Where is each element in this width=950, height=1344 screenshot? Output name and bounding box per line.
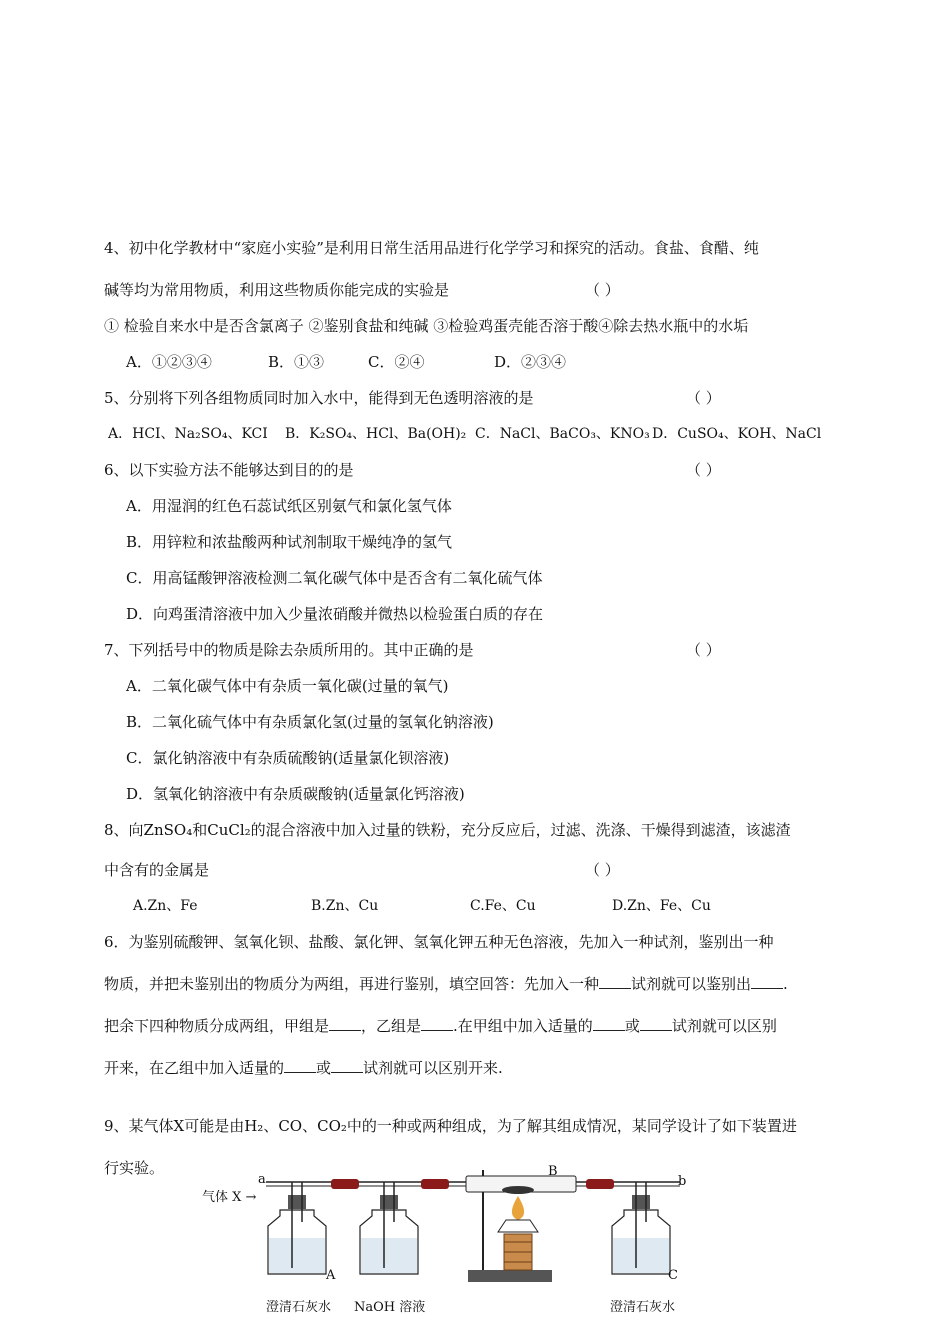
q4-option-b: B．①③ [268, 353, 325, 371]
q4-line2: 碱等均为常用物质，利用这些物质你能完成的实验是 [104, 281, 450, 299]
bottle-c-caption: 澄清石灰水 [610, 1300, 676, 1315]
q7-option-a: A．二氧化碳气体中有杂质一氧化碳(过量的氧气) [126, 677, 449, 695]
q9-line2: 行实验。 [104, 1159, 165, 1177]
bottle-a-caption: 澄清石灰水 [266, 1300, 332, 1315]
q6-answer-paren: （ ） [686, 461, 721, 479]
port-b-label: b [678, 1174, 687, 1189]
q6b-line4-text-b: 或 [316, 1059, 332, 1077]
q4-option-a: A．①②③④ [126, 353, 212, 371]
tube-b-label: B [548, 1164, 558, 1179]
q5-answer-paren: （ ） [686, 389, 721, 407]
q6b-line2-text-b: 试剂就可以鉴别出 [631, 975, 752, 993]
rubber-connector [421, 1179, 449, 1189]
q8-line2: 中含有的金属是 [104, 861, 210, 879]
gas-x-label: 气体 X → [202, 1190, 257, 1205]
q4-items: ① 检验自来水中是否含氯离子 ②鉴别食盐和纯碱 ③检验鸡蛋壳能否溶于酸④除去热水瓶中的水垢 [104, 317, 749, 335]
q6b-line4-text-a: 开来，在乙组中加入适量的 [104, 1059, 285, 1077]
fill-blank[interactable] [331, 1058, 363, 1073]
q8-option-b: B.Zn、Cu [311, 898, 379, 914]
q6b-line3-text-d: 或 [624, 1017, 640, 1035]
q9-line1: 9、某气体X可能是由H₂、CO、CO₂中的一种或两种组成，为了解其组成情况，某同学设计了如下装置进 [104, 1117, 797, 1135]
bottle-naoh-caption: NaOH 溶液 [354, 1300, 426, 1315]
q6b-line3-text-c: .在甲组中加入适量的 [453, 1017, 593, 1035]
q4-line1: 4、初中化学教材中“家庭小实验”是利用日常生活用品进行化学学习和探究的活动。食盐、食醋、纯 [104, 239, 759, 257]
fill-blank[interactable] [751, 974, 783, 989]
q4-option-c: C．②④ [368, 353, 425, 371]
q4-option-d: D．②③④ [494, 353, 567, 371]
port-a-label: a [258, 1172, 266, 1187]
fill-blank[interactable] [284, 1058, 316, 1073]
q6-option-d: D．向鸡蛋清溶液中加入少量浓硝酸并微热以检验蛋白质的存在 [126, 605, 544, 623]
fill-blank[interactable] [640, 1016, 672, 1031]
q7-option-b: B．二氧化硫气体中有杂质氯化氢(过量的氢氧化钠溶液) [126, 713, 494, 731]
q6b-line3-text-b: ，乙组是 [361, 1017, 422, 1035]
q7-option-d: D．氢氧化钠溶液中有杂质碳酸钠(适量氯化钙溶液) [126, 785, 465, 803]
bottle-naoh [360, 1182, 418, 1274]
q7-stem: 7、下列括号中的物质是除去杂质所用的。其中正确的是 [104, 641, 474, 659]
q7-option-c: C．氯化钠溶液中有杂质硫酸钠(适量氯化钡溶液) [126, 749, 450, 767]
q6b-line4 [104, 1058, 503, 1078]
q6-stem: 6、以下实验方法不能够达到目的的是 [104, 461, 354, 479]
rubber-connector [331, 1179, 359, 1189]
fill-blank[interactable] [593, 1016, 625, 1031]
fill-blank[interactable] [599, 974, 631, 989]
q5-stem: 5、分别将下列各组物质同时加入水中，能得到无色透明溶液的是 [104, 389, 534, 407]
q6b-line4-text-c: 试剂就可以区别开来. [363, 1059, 503, 1077]
q5-option-c: C．NaCl、BaCO₃、KNO₃ [475, 426, 650, 442]
q8-option-d: D.Zn、Fe、Cu [612, 898, 711, 914]
combustion-tube-b [466, 1176, 576, 1194]
q7-answer-paren: （ ） [686, 641, 721, 659]
bottle-c [612, 1182, 670, 1274]
bottle-a-label: A [326, 1268, 336, 1283]
q6b-line3 [104, 1016, 777, 1036]
q8-answer-paren: （ ） [585, 861, 620, 879]
alcohol-lamp [498, 1196, 538, 1270]
apparatus-diagram [196, 1160, 696, 1340]
bottle-a [268, 1182, 326, 1274]
q6-option-c: C．用高锰酸钾溶液检测二氧化碳气体中是否含有二氧化硫气体 [126, 569, 543, 587]
q6b-line1: 6．为鉴别硫酸钾、氢氧化钡、盐酸、氯化钾、氢氧化钾五种无色溶液，先加入一种试剂，鉴别出一种 [104, 933, 774, 951]
q5-option-d: D．CuSO₄、KOH、NaCl [652, 426, 822, 442]
fill-blank[interactable] [421, 1016, 453, 1031]
q4-answer-paren: （ ） [585, 281, 620, 299]
q6-option-a: A．用湿润的红色石蕊试纸区别氨气和氯化氢气体 [126, 497, 452, 515]
q8-line1: 8、向ZnSO₄和CuCl₂的混合溶液中加入过量的铁粉，充分反应后，过滤、洗涤、干燥得到滤渣，该滤渣 [104, 821, 791, 839]
q6b-line2-text-c: . [783, 975, 788, 993]
q6-option-b: B．用锌粒和浓盐酸两种试剂制取干燥纯净的氢气 [126, 533, 453, 551]
q5-option-a: A．HCI、Na₂SO₄、KCI [108, 426, 268, 442]
rubber-connector [586, 1179, 614, 1189]
q6b-line2-text-a: 物质，并把未鉴别出的物质分为两组，再进行鉴别，填空回答：先加入一种 [104, 975, 600, 993]
q5-option-b: B．K₂SO₄、HCl、Ba(OH)₂ [285, 426, 467, 442]
q6b-line3-text-a: 把余下四种物质分成两组，甲组是 [104, 1017, 330, 1035]
fill-blank[interactable] [329, 1016, 361, 1031]
q6b-line3-text-e: 试剂就可以区别 [671, 1017, 777, 1035]
q6b-line2 [104, 974, 788, 994]
q8-option-c: C.Fe、Cu [470, 898, 536, 914]
q8-option-a: A.Zn、Fe [133, 898, 198, 914]
bottle-c-label: C [668, 1268, 678, 1283]
